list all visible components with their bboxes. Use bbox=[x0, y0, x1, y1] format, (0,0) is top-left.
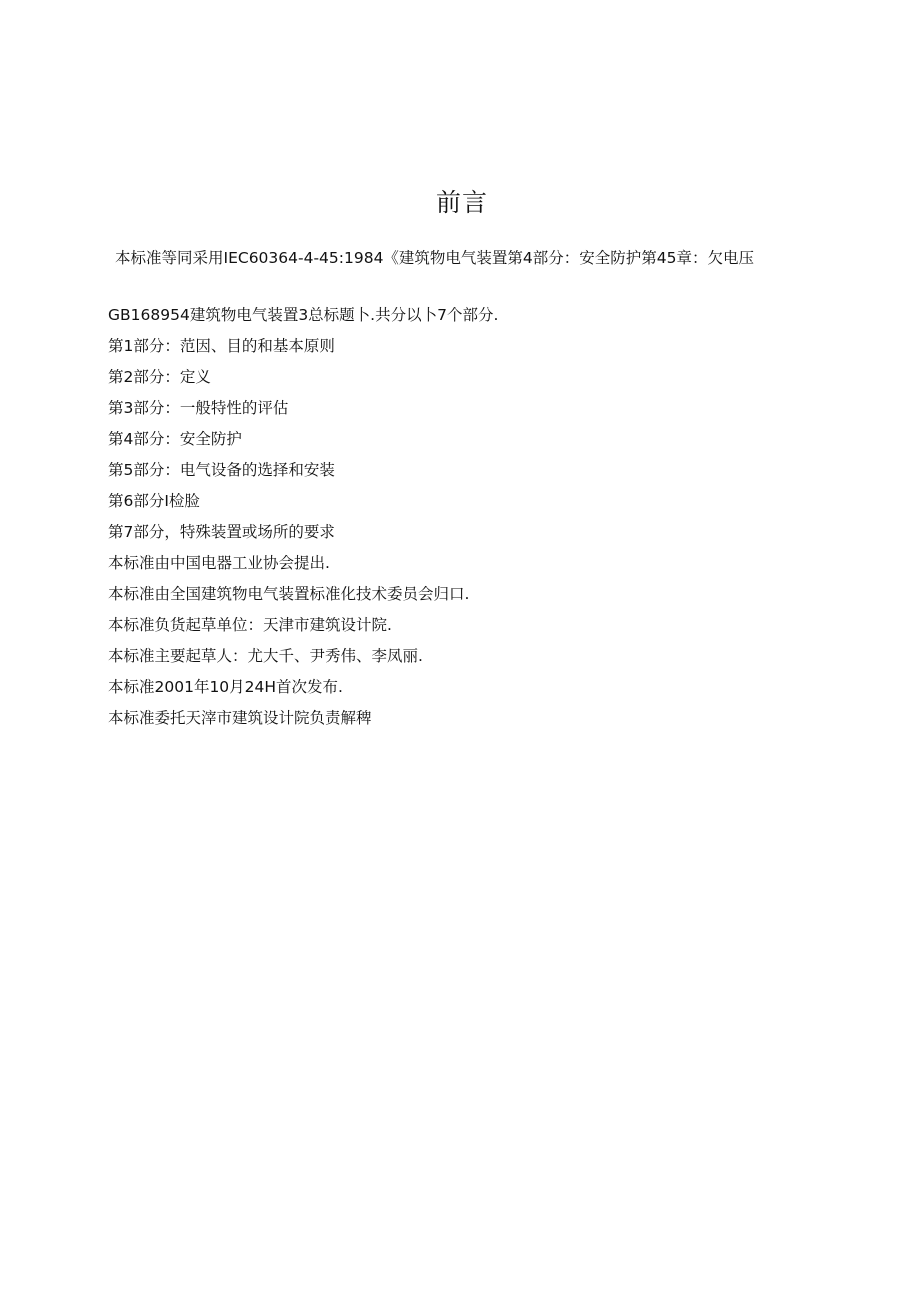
page-title: 前言 bbox=[435, 188, 488, 217]
text-line: 本标准由全国建筑物电气装置标准化技术委员会归口. bbox=[108, 585, 470, 603]
text-line: GB168954建筑物电气装置3总标题卜.共分以卜7个部分. bbox=[108, 306, 499, 324]
text-line: 第3部分：一般特性的评估 bbox=[108, 399, 289, 417]
text-line: 本标准负货起草单位：天津市建筑设计院. bbox=[108, 616, 392, 634]
text-line: 本标准2001年10月24H首次发布. bbox=[108, 678, 343, 696]
text-line: 第6部分I检脸 bbox=[108, 492, 200, 510]
text-line: 第4部分：安全防护 bbox=[108, 430, 242, 448]
text-line: 第1部分：范因、目的和基本原则 bbox=[108, 337, 335, 355]
content-lines bbox=[108, 303, 498, 737]
text-line: 本标准由中国电器工业协会提出. bbox=[108, 554, 330, 572]
text-line: 第7部分，特殊装置或场所的要求 bbox=[108, 523, 335, 541]
text-line: 本标准委托天滓市建筑设计院负责解稗 bbox=[108, 709, 372, 727]
intro-paragraph: 本标准等同采用IEC60364-4-45:1984《建筑物电气装置第4部分：安全防护第45章：欠电压 bbox=[115, 249, 755, 267]
text-line: 第5部分：电气设备的选择和安装 bbox=[108, 461, 335, 479]
text-line: 第2部分：定义 bbox=[108, 368, 211, 386]
text-line: 本标准主要起草人：尤大千、尹秀伟、李凤丽. bbox=[108, 647, 423, 665]
